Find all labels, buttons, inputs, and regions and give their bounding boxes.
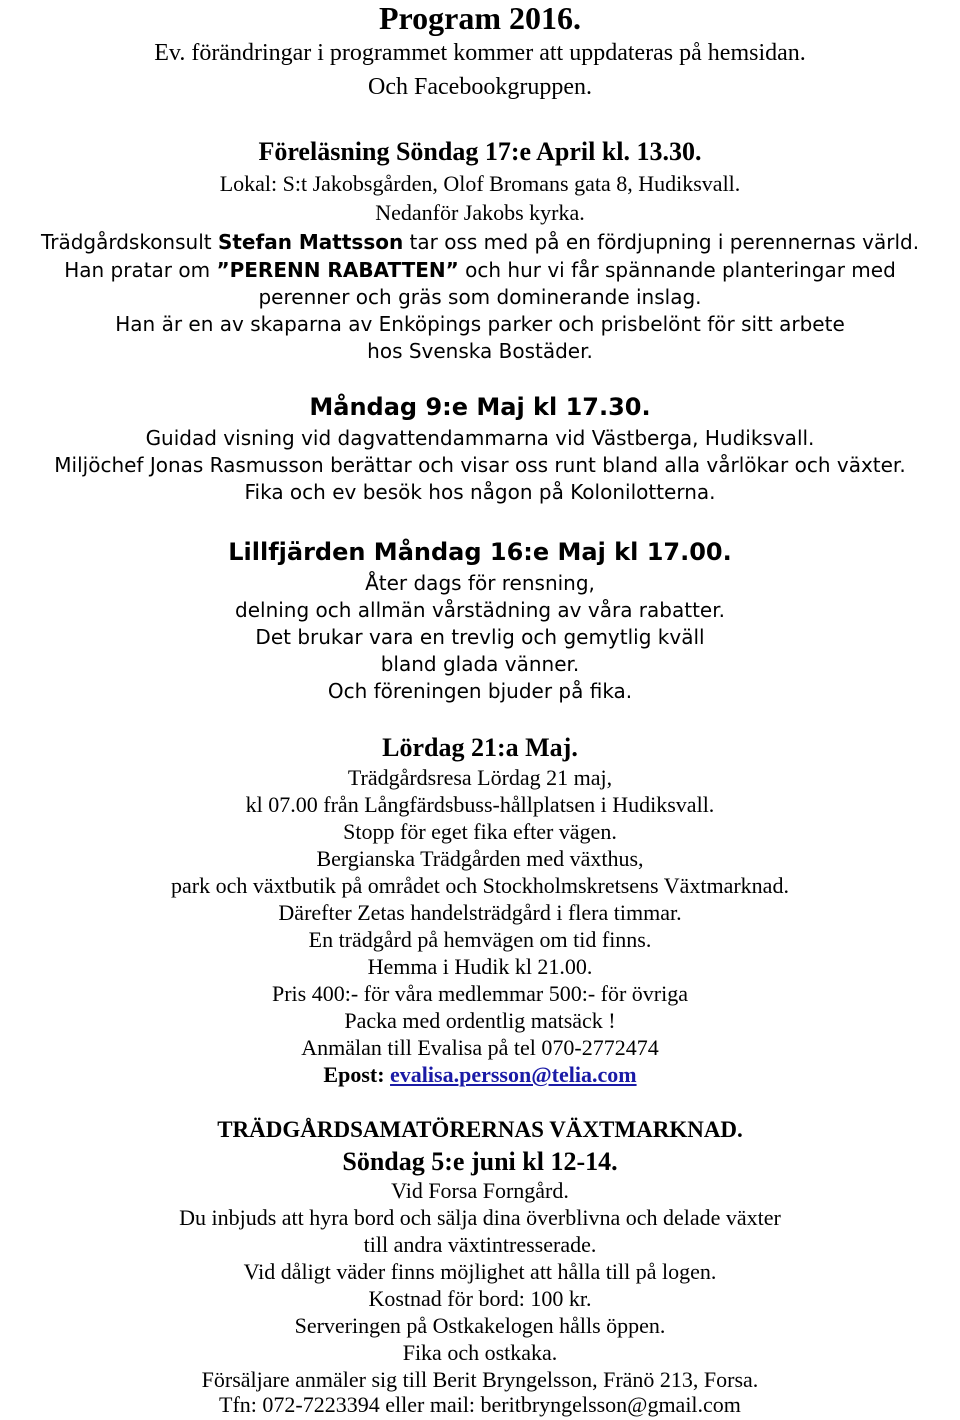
event5-line-1: Vid Forsa Forngård. <box>391 1178 569 1203</box>
event1-line-2-post: och hur vi får spännande planteringar med <box>458 258 896 282</box>
event5-line-8: Försäljare anmäler sig till Berit Bryngelsson, Fränö 213, Forsa. <box>201 1367 759 1392</box>
event4-line-3: Stopp för eget fika efter vägen. <box>343 819 617 844</box>
email-link[interactable]: evalisa.persson@telia.com <box>390 1062 637 1087</box>
event3-line-4: bland glada vänner. <box>380 652 580 676</box>
event2-line-2: Miljöchef Jonas Rasmusson berättar och visar oss runt bland alla vårlökar och växter. <box>54 453 906 477</box>
event5-line-3: till andra växtintresserade. <box>363 1232 597 1257</box>
event1-venue: Lokal: S:t Jakobsgården, Olof Bromans gata 8, Hudiksvall. <box>219 171 741 196</box>
event5-heading-2: Söndag 5:e juni kl 12-14. <box>342 1147 618 1176</box>
event5-line-4: Vid dåligt väder finns möjlighet att hålla till på logen. <box>243 1259 717 1284</box>
event4-heading: Lördag 21:a Maj. <box>382 733 578 762</box>
event1-speaker-name: Stefan Mattsson <box>217 230 404 254</box>
event4-line-7: En trädgård på hemvägen om tid finns. <box>308 927 652 952</box>
event5-line-7: Fika och ostkaka. <box>402 1340 558 1365</box>
event5-line-2: Du inbjuds att hyra bord och sälja dina överblivna och delade växter <box>179 1205 781 1230</box>
event1-venue-2: Nedanför Jakobs kyrka. <box>375 200 585 225</box>
event5-line-9: Tfn: 072-7223394 eller mail: beritbryngelsson@gmail.com <box>219 1392 741 1417</box>
event1-line-5: hos Svenska Bostäder. <box>367 339 593 363</box>
event4-email-line <box>0 1061 960 1089</box>
event4-line-2: kl 07.00 från Långfärdsbuss-hållplatsen i Hudiksvall. <box>245 792 715 817</box>
page-title: Program 2016. <box>378 0 582 36</box>
event4-line-11: Anmälan till Evalisa på tel 070-2772474 <box>301 1035 659 1060</box>
event4-line-5: park och växtbutik på området och Stockholmskretsens Växtmarknad. <box>171 873 789 898</box>
event2-line-1: Guidad visning vid dagvattendammarna vid Västberga, Hudiksvall. <box>145 426 815 450</box>
event1-line-1 <box>0 228 960 256</box>
event2-line-3: Fika och ev besök hos någon på Kolonilotterna. <box>244 480 716 504</box>
event3-line-1: Åter dags för rensning, <box>365 571 595 595</box>
event1-line-2 <box>0 256 960 284</box>
event1-line-2-pre: Han pratar om <box>64 258 217 282</box>
event4-line-4: Bergianska Trädgården med växthus, <box>316 846 644 871</box>
intro-line-2: Och Facebookgruppen. <box>368 74 592 100</box>
event1-line-1-pre: Trädgårdskonsult <box>40 230 218 254</box>
event4-line-10: Packa med ordentlig matsäck ! <box>344 1008 616 1033</box>
event3-line-3: Det brukar vara en trevlig och gemytlig kväll <box>255 625 705 649</box>
event4-line-1: Trädgårdsresa Lördag 21 maj, <box>347 765 613 790</box>
event1-line-3: perenner och gräs som dominerande inslag. <box>258 285 702 309</box>
event1-topic: ”PERENN RABATTEN” <box>216 258 459 282</box>
event3-heading: Lillfjärden Måndag 16:e Maj kl 17.00. <box>228 538 732 566</box>
event5-line-5: Kostnad för bord: 100 kr. <box>368 1286 592 1311</box>
event4-line-6: Därefter Zetas handelsträdgård i flera timmar. <box>278 900 682 925</box>
event4-line-8: Hemma i Hudik kl 21.00. <box>367 954 593 979</box>
event1-line-1-post: tar oss med på en fördjupning i perennernas värld. <box>403 230 920 254</box>
event5-line-6: Serveringen på Ostkakelogen hålls öppen. <box>294 1313 666 1338</box>
event1-heading: Föreläsning Söndag 17:e April kl. 13.30. <box>258 137 702 166</box>
event5-heading-1: TRÄDGÅRDSAMATÖRERNAS VÄXTMARKNAD. <box>217 1117 743 1142</box>
event1-line-4: Han är en av skaparna av Enköpings parker och prisbelönt för sitt arbete <box>115 312 845 336</box>
event3-line-5: Och föreningen bjuder på fika. <box>327 679 633 703</box>
intro-line-1: Ev. förändringar i programmet kommer att uppdateras på hemsidan. <box>154 40 806 66</box>
email-label: Epost: <box>323 1062 391 1087</box>
event3-line-2: delning och allmän vårstädning av våra rabatter. <box>235 598 725 622</box>
event4-line-9: Pris 400:- för våra medlemmar 500:- för övriga <box>271 981 689 1006</box>
event2-heading: Måndag 9:e Maj kl 17.30. <box>309 393 651 421</box>
